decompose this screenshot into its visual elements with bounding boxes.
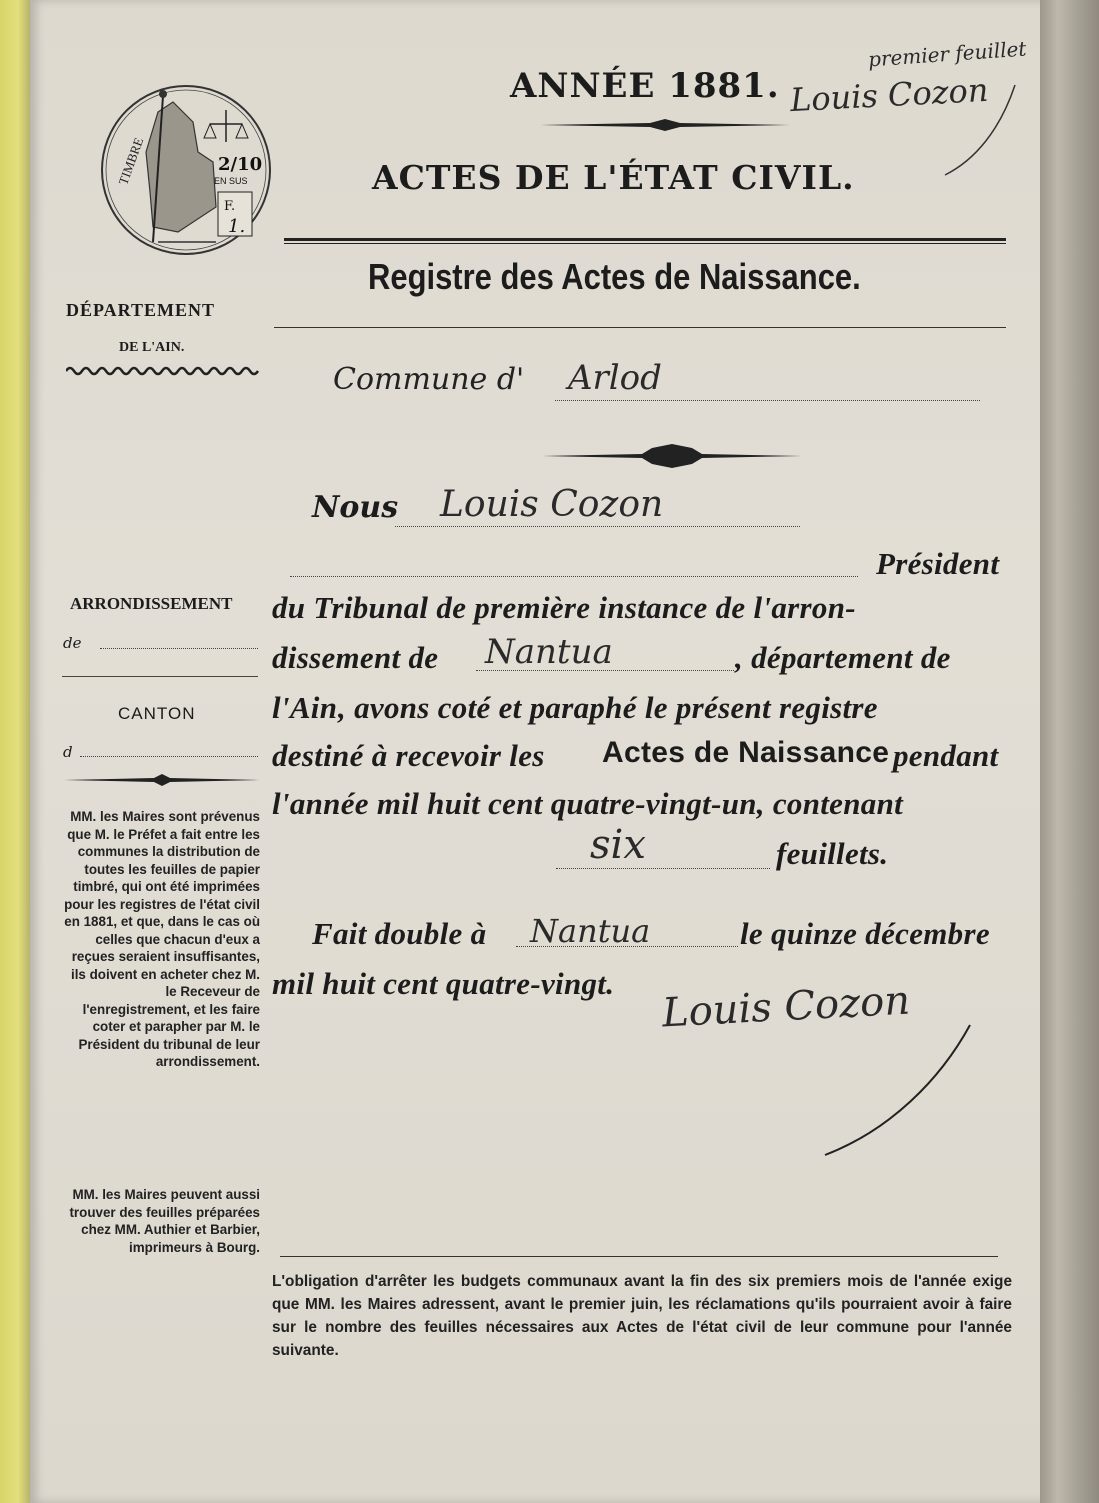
wavy-divider	[66, 365, 262, 377]
body-line-2a: dissement de	[272, 640, 439, 675]
footer-rule	[280, 1256, 998, 1257]
body-line-3a: l'Ain	[272, 690, 338, 725]
sheets-line	[556, 868, 770, 869]
sheets-label: feuillets.	[776, 836, 889, 871]
footer-notice: L'obligation d'arrêter les budgets communaux avant la fin des six premiers mois de l'année exige que MM. les Maires adressent, avant le premier juin, les réclamations qu'ils pourraient avoir à faire sur le nombre des feuilles nécessaires aux Actes de l'état civil de leur commune pour l'année suivante.	[272, 1273, 1012, 1359]
nous-label: Nous	[312, 490, 399, 525]
body-line-4c: pendant	[893, 738, 999, 773]
department-label: DÉPARTEMENT	[66, 300, 216, 320]
fait-line-2: mil huit cent quatre-vingt.	[272, 966, 615, 1001]
binding-edge	[0, 0, 30, 1503]
commune-label: Commune d'	[333, 362, 525, 397]
commune-line	[555, 400, 980, 401]
stamp-num: 1.	[228, 216, 246, 237]
stamp-value: 2/10	[218, 154, 263, 175]
arrondissement-label: ARRONDISSEMENT	[70, 594, 233, 613]
canton-d: d	[63, 743, 73, 761]
tax-stamp	[98, 82, 274, 258]
fait-date: le quinze décembre	[740, 916, 990, 951]
page-edge	[1040, 0, 1099, 1503]
department-name: DE L'AIN.	[119, 340, 185, 355]
fait-label: Fait double à	[312, 916, 487, 951]
sheets-value: six	[590, 822, 646, 868]
stamp-f: F.	[224, 199, 236, 214]
printer-note: MM. les Maires peuvent aussi trouver des feuilles préparées chez MM. Authier et Barbier, imprimeurs à Bourg.	[69, 1187, 260, 1255]
register-title: Registre des Actes de Naissance.	[368, 256, 861, 297]
fait-place-line	[516, 946, 738, 947]
margin-signature: Louis Cozon	[789, 70, 990, 120]
body-line-5: l'année mil huit cent quatre-vingt-un, contenant	[272, 786, 904, 821]
liberty-figure-icon	[146, 102, 216, 232]
arrondissement-value: Nantua	[485, 632, 613, 672]
document-title: ACTES DE L'ÉTAT CIVIL.	[372, 158, 855, 197]
stamp-en-sus: EN SUS	[214, 176, 248, 186]
nous-line-2	[290, 576, 858, 577]
register-rule	[274, 327, 1006, 328]
signature-stroke	[820, 1020, 980, 1160]
president-label: Président	[876, 546, 1000, 581]
canton-side-line	[80, 756, 258, 757]
side-rule-1	[62, 676, 258, 677]
body-line-4b: Actes de Naissance	[602, 736, 890, 769]
body-line-3b: , avons coté et paraphé le présent registre	[338, 690, 878, 725]
commune-value: Arlod	[568, 358, 662, 398]
body-line-4a: destiné à recevoir les	[272, 738, 545, 773]
commune-ornament	[542, 444, 802, 468]
body-line-2b: , département de	[735, 640, 951, 675]
margin-annotation: premier feuillet	[867, 36, 1028, 72]
stamp-label: TIMBRE	[115, 135, 147, 187]
ornament-divider	[540, 118, 790, 132]
title-rule	[284, 238, 1006, 244]
nous-value: Louis Cozon	[440, 484, 664, 525]
signature: Louis Cozon	[660, 977, 912, 1037]
year-heading: ANNÉE 1881.	[510, 66, 780, 106]
annotation-stroke	[940, 80, 1030, 180]
fait-place-value: Nantua	[530, 912, 651, 950]
body-line-1: du Tribunal de première instance de l'arron-	[272, 590, 856, 625]
mayor-note: MM. les Maires sont prévenus que M. le Préfet a fait entre les communes la distribution de toutes les feuilles de papier timbré, qui ont été imprimées pour les registres de l'état civil en 1881, et que, dans le cas où celles que chacun d'eux a reçues seraient insuffisantes, ils doivent en acheter chez M. le Receveur de l'enregistrement, et les faire coter et parapher par M. le Président du tribunal de leur arrondissement.	[64, 809, 260, 1069]
arrondissement-de: de	[63, 634, 82, 652]
side-ornament	[64, 774, 260, 786]
arrondissement-line	[476, 670, 734, 671]
nous-line	[395, 526, 800, 527]
canton-label: CANTON	[118, 704, 196, 723]
arrondissement-side-line	[100, 648, 258, 649]
